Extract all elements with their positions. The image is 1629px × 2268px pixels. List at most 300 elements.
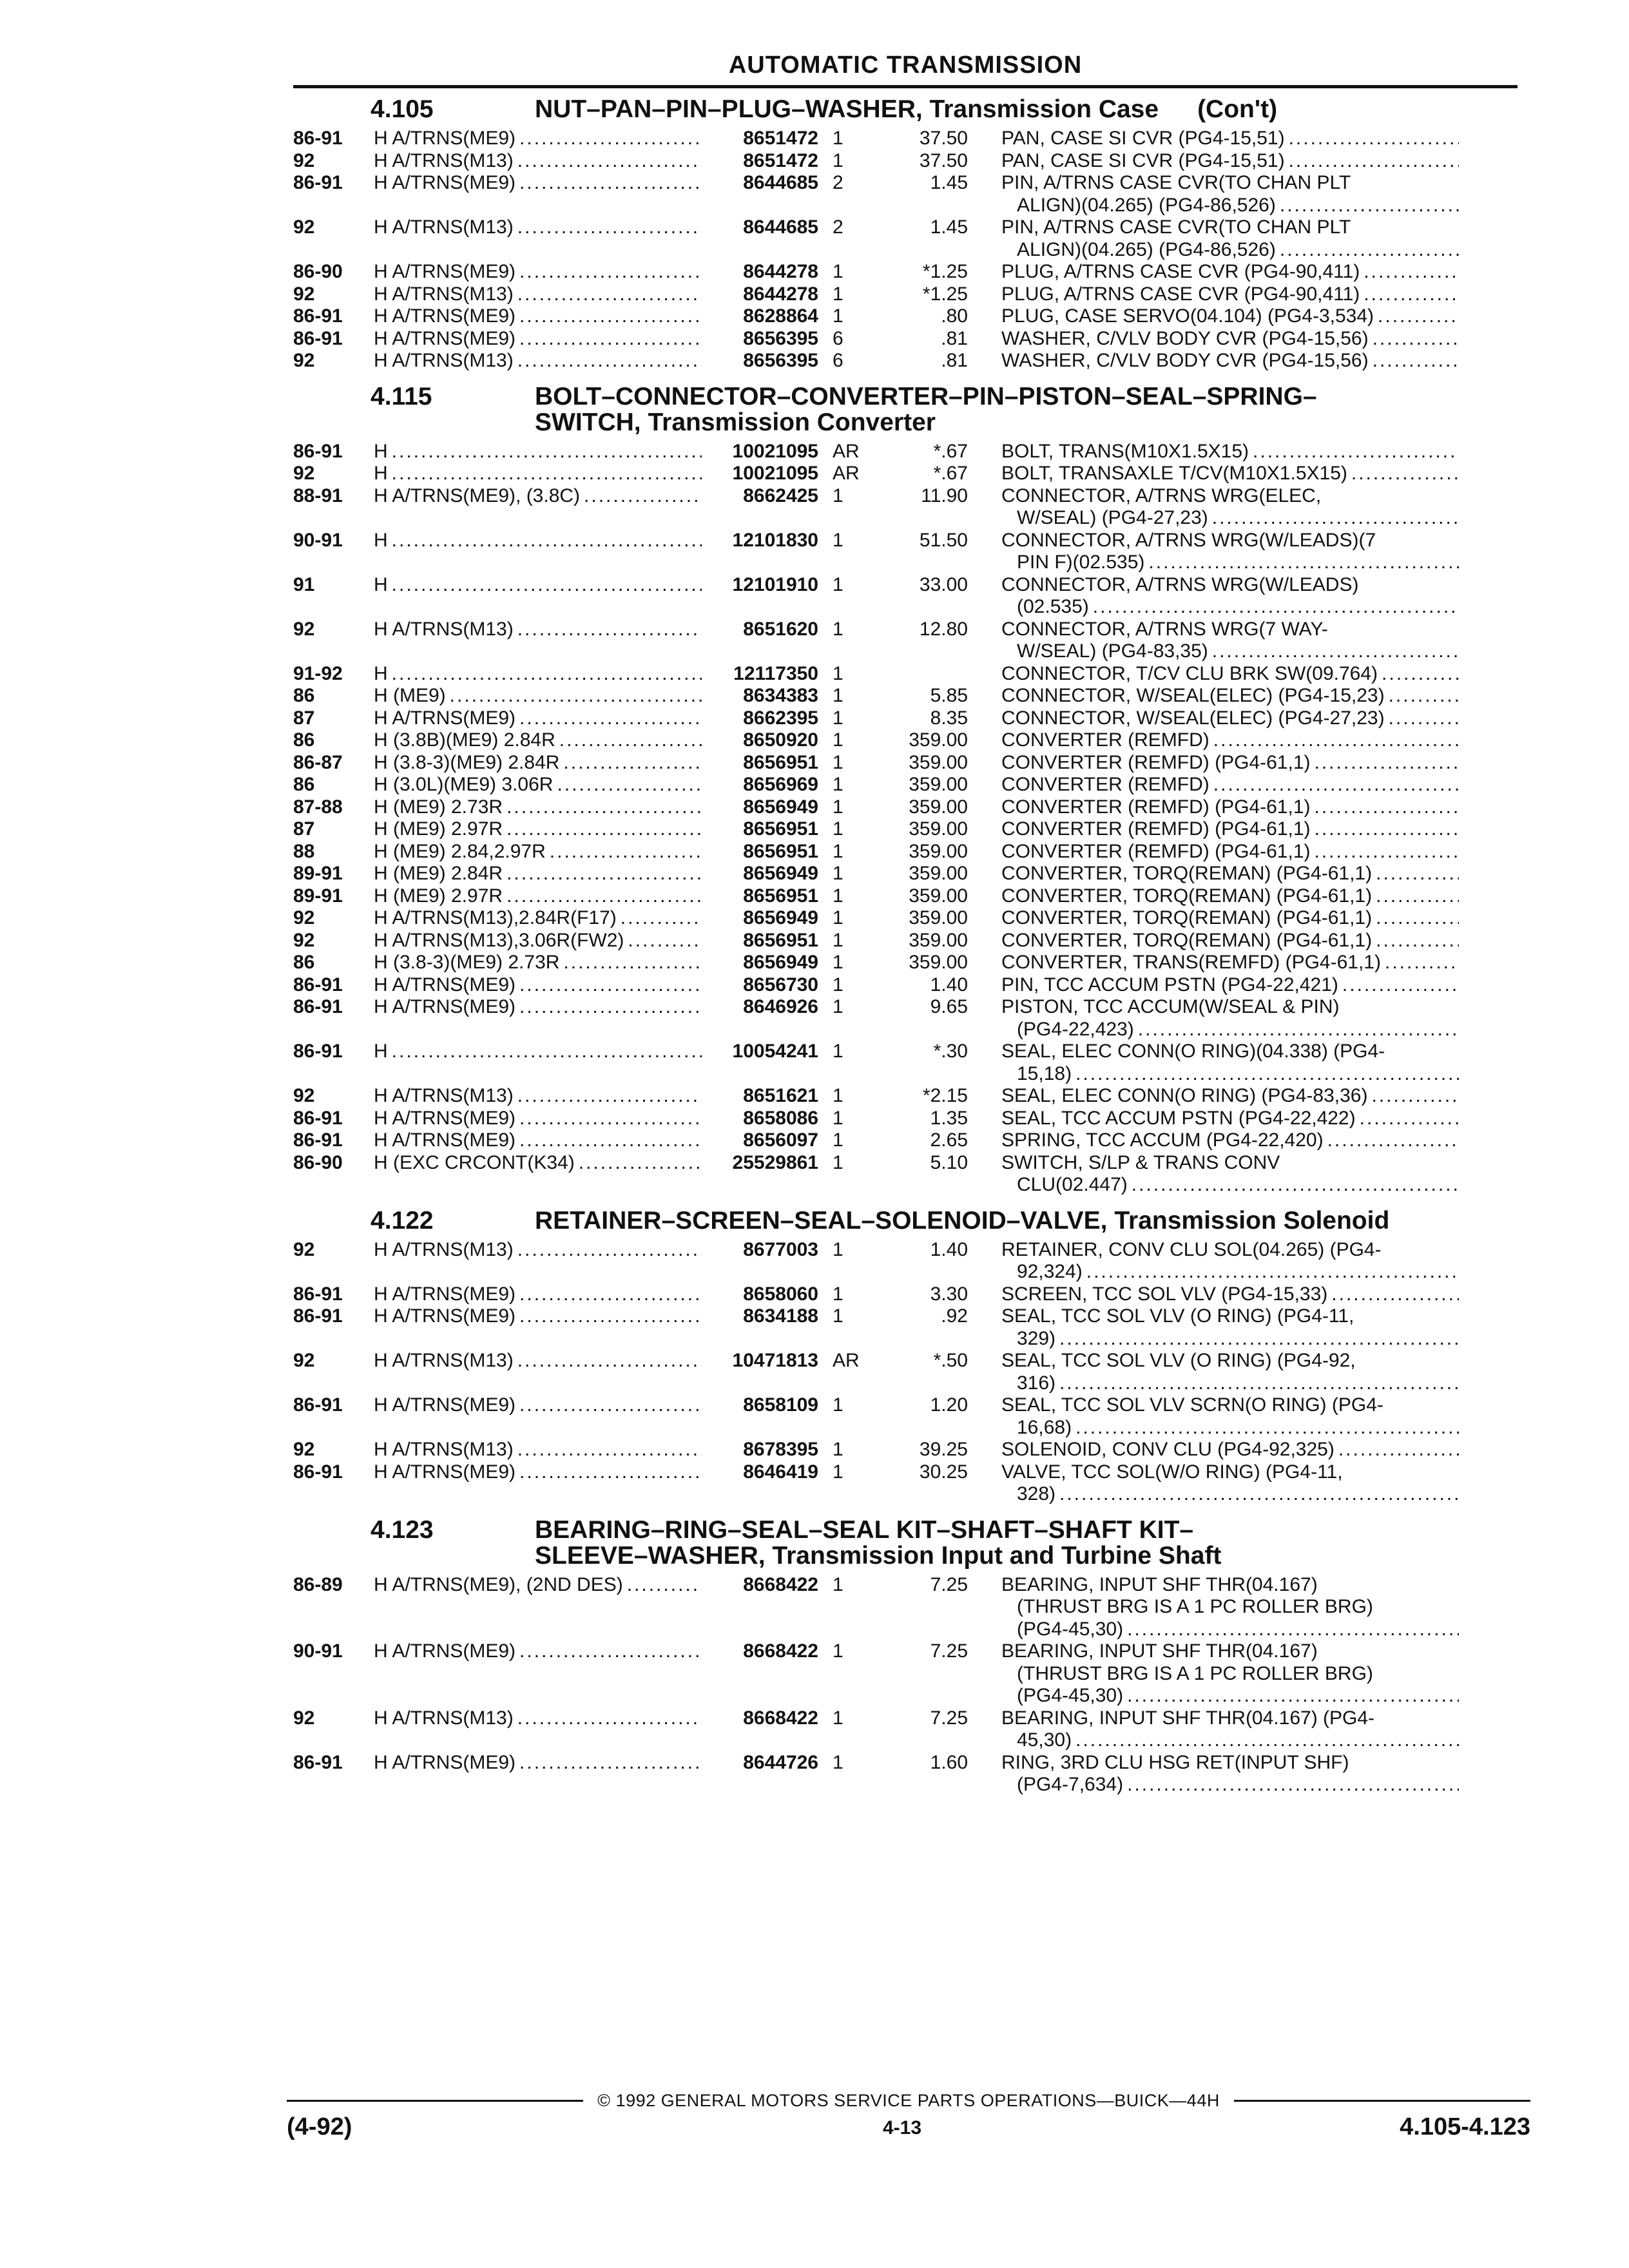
application-text: H A/TRNS(ME9)	[374, 1640, 516, 1662]
page-header-title: AUTOMATIC TRANSMISSION	[728, 52, 1083, 79]
part-number: 8644278	[743, 283, 818, 305]
section-title	[535, 97, 1530, 122]
parts-row	[293, 707, 1530, 730]
quantity: 1	[833, 261, 843, 282]
parts-row	[293, 530, 1530, 574]
application	[374, 863, 706, 885]
description-text: SEAL, ELEC CONN(O RING) (PG4-83,36)	[1001, 1085, 1368, 1106]
description	[1001, 1108, 1459, 1130]
description	[1001, 1305, 1459, 1350]
description	[1001, 328, 1459, 351]
parts-row	[293, 305, 1530, 328]
part-number: 8628864	[743, 305, 818, 327]
model-year: 86-91	[293, 996, 343, 1017]
application	[374, 485, 706, 530]
application	[374, 1283, 706, 1306]
parts-row	[293, 729, 1530, 752]
description	[1001, 1394, 1459, 1439]
price: *1.25	[922, 261, 968, 282]
description-text: SEAL, TCC SOL VLV (O RING) (PG4-11,	[1001, 1305, 1354, 1327]
price: 1.45	[930, 216, 968, 238]
description-line	[1001, 1707, 1459, 1730]
description-text: CONVERTER, TORQ(REMAN) (PG4-61,1)	[1001, 907, 1373, 928]
model-year: 92	[293, 1085, 315, 1106]
application-text: H (3.8B)(ME9) 2.84R	[374, 729, 555, 751]
price: *.30	[933, 1041, 968, 1062]
description-text: CONVERTER, TRANS(REMFD) (PG4-61,1)	[1001, 952, 1381, 973]
description	[1001, 1640, 1459, 1707]
description-text: PLUG, A/TRNS CASE CVR (PG4-90,411)	[1001, 261, 1360, 282]
description-line	[1001, 128, 1459, 150]
description-text: BOLT, TRANS(M10X1.5X15)	[1001, 440, 1249, 462]
description-text: PISTON, TCC ACCUM(W/SEAL & PIN)	[1001, 996, 1340, 1017]
section-title-text: NUT–PAN–PIN–PLUG–WASHER, Transmission Case	[535, 95, 1159, 123]
leader-dots	[392, 463, 702, 485]
description-text: BEARING, INPUT SHF THR(04.167) (PG4-	[1001, 1707, 1375, 1729]
parts-row	[293, 463, 1530, 485]
price: 9.65	[930, 996, 968, 1017]
part-number: 8656097	[743, 1129, 818, 1151]
model-year: 86-91	[293, 1283, 343, 1305]
price: 39.25	[919, 1439, 968, 1460]
description-text: BEARING, INPUT SHF THR(04.167)	[1001, 1640, 1318, 1662]
part-number: 8656951	[743, 751, 818, 773]
application	[374, 350, 706, 372]
quantity: 1	[833, 1151, 843, 1173]
application-text: H	[374, 529, 388, 551]
description-line	[1001, 1041, 1459, 1063]
application-text: H A/TRNS(ME9)	[374, 974, 516, 995]
leader-dots	[519, 261, 702, 284]
description-text: (THRUST BRG IS A 1 PC ROLLER BRG)	[1017, 1662, 1373, 1684]
model-year: 92	[293, 1238, 315, 1260]
part-number: 10054241	[732, 1041, 818, 1062]
leader-dots	[1127, 1619, 1459, 1641]
parts-row	[293, 261, 1530, 284]
price: 51.50	[919, 529, 968, 551]
leader-dots	[506, 863, 702, 885]
leader-dots	[1342, 974, 1459, 997]
application	[374, 663, 706, 686]
application	[374, 996, 706, 1041]
model-year: 86	[293, 774, 315, 795]
quantity: 1	[833, 974, 843, 995]
leader-dots	[1378, 305, 1459, 328]
application	[374, 1439, 706, 1461]
leader-dots	[519, 305, 702, 328]
part-number: 8668422	[743, 1707, 818, 1729]
application	[374, 707, 706, 730]
application	[374, 952, 706, 974]
application	[374, 1574, 706, 1641]
part-number: 8644726	[743, 1751, 818, 1773]
price: 5.85	[930, 685, 968, 706]
leader-dots	[628, 930, 702, 952]
model-year: 86-91	[293, 1394, 343, 1416]
header-rule	[293, 85, 1518, 88]
application	[374, 150, 706, 173]
description	[1001, 463, 1459, 485]
model-year: 92	[293, 350, 315, 371]
price: 37.50	[919, 149, 968, 171]
price: *2.15	[922, 1085, 968, 1106]
application-text: H (3.0L)(ME9) 3.06R	[374, 774, 554, 795]
leader-dots	[517, 1707, 702, 1752]
description-line	[1001, 507, 1459, 530]
parts-row	[293, 328, 1530, 351]
leader-dots	[1212, 640, 1459, 663]
description-line	[1001, 1663, 1459, 1686]
model-year: 86-90	[293, 1151, 343, 1173]
application	[374, 328, 706, 351]
model-year: 89-91	[293, 885, 343, 907]
section-number: 4.122	[371, 1206, 434, 1235]
description-text: CONVERTER (REMFD)	[1001, 774, 1210, 795]
part-number: 8658086	[743, 1107, 818, 1129]
application	[374, 818, 706, 841]
description	[1001, 216, 1459, 261]
application	[374, 1108, 706, 1130]
description-text: (THRUST BRG IS A 1 PC ROLLER BRG)	[1017, 1596, 1373, 1617]
leader-dots	[1376, 930, 1459, 952]
section-title	[535, 384, 1530, 436]
quantity: 1	[833, 529, 843, 551]
price: 7.25	[930, 1707, 968, 1729]
model-year: 86-90	[293, 261, 343, 282]
quantity: 1	[833, 1283, 843, 1305]
parts-row	[293, 128, 1530, 150]
description-line	[1001, 463, 1459, 485]
application-text: H	[374, 662, 388, 684]
description	[1001, 172, 1459, 216]
parts-row	[293, 441, 1530, 463]
description	[1001, 752, 1459, 774]
description-line	[1001, 818, 1459, 841]
description	[1001, 974, 1459, 997]
leader-dots	[1213, 774, 1459, 796]
model-year: 86-91	[293, 128, 343, 149]
description	[1001, 707, 1459, 730]
application-text: H (ME9) 2.97R	[374, 818, 503, 840]
quantity: 1	[833, 863, 843, 884]
model-year: 92	[293, 1439, 315, 1460]
description-line	[1001, 619, 1459, 641]
part-number: 8658060	[743, 1283, 818, 1305]
description-line	[1001, 350, 1459, 372]
description-line	[1001, 707, 1459, 730]
model-year: 92	[293, 618, 315, 640]
section-title-text: SLEEVE–WASHER, Transmission Input and Turbine Shaft	[535, 1541, 1222, 1570]
description-line	[1001, 195, 1459, 217]
description-line	[1001, 1129, 1459, 1152]
quantity: 1	[833, 729, 843, 751]
model-year: 86-91	[293, 1107, 343, 1129]
section-heading	[293, 97, 1530, 122]
application	[374, 1129, 706, 1152]
parts-row	[293, 1108, 1530, 1130]
description-text: PIN F)(02.535)	[1017, 552, 1145, 573]
description	[1001, 1439, 1459, 1461]
application-text: H A/TRNS(ME9)	[374, 707, 516, 729]
description-line	[1001, 284, 1459, 306]
leader-dots	[557, 774, 702, 796]
description-line	[1001, 1174, 1459, 1196]
application-text: H (3.8-3)(ME9) 2.84R	[374, 751, 560, 773]
part-number: 8650920	[743, 729, 818, 751]
description-text: CONVERTER (REMFD) (PG4-61,1)	[1001, 840, 1311, 862]
description-text: 15,18)	[1017, 1062, 1072, 1084]
part-number: 8644278	[743, 261, 818, 282]
quantity: 1	[833, 1238, 843, 1260]
description-line	[1001, 328, 1459, 351]
price: 1.40	[930, 974, 968, 995]
leader-dots	[1327, 1129, 1459, 1152]
part-number: 8651620	[743, 618, 818, 640]
application-text: H A/TRNS(M13)	[374, 1439, 514, 1460]
description-line	[1001, 1350, 1459, 1372]
quantity: 1	[833, 1707, 843, 1729]
application-text: H (ME9) 2.73R	[374, 796, 503, 818]
part-number: 8656395	[743, 327, 818, 349]
description-text: SEAL, TCC SOL VLV (O RING) (PG4-92,	[1001, 1350, 1356, 1371]
leader-dots	[517, 1239, 702, 1283]
application-text: H A/TRNS(M13)	[374, 149, 514, 171]
quantity: 1	[833, 751, 843, 773]
section-number: 4.123	[371, 1515, 434, 1544]
description	[1001, 907, 1459, 930]
quantity: 1	[833, 485, 843, 506]
parts-row	[293, 1574, 1530, 1641]
quantity: 1	[833, 618, 843, 640]
description-line	[1001, 1085, 1459, 1108]
description	[1001, 1129, 1459, 1152]
application-text: H A/TRNS(ME9)	[374, 172, 516, 193]
application-text: H A/TRNS(M13),3.06R(FW2)	[374, 929, 624, 951]
description-line	[1001, 1372, 1459, 1395]
application	[374, 530, 706, 574]
price: 3.30	[930, 1283, 968, 1305]
description-line	[1001, 1483, 1459, 1506]
description-line	[1001, 150, 1459, 173]
leader-dots	[1289, 150, 1459, 173]
parts-row	[293, 796, 1530, 819]
leader-dots	[517, 216, 702, 261]
quantity: 1	[833, 796, 843, 818]
description-text: 92,324)	[1017, 1261, 1083, 1282]
leader-dots	[1315, 841, 1459, 863]
parts-row	[293, 818, 1530, 841]
quantity: 6	[833, 327, 843, 349]
model-year: 92	[293, 216, 315, 238]
section-title-text: RETAINER–SCREEN–SEAL–SOLENOID–VALVE, Transmission Solenoid	[535, 1206, 1390, 1235]
description	[1001, 1283, 1459, 1306]
application-text: H A/TRNS(M13)	[374, 216, 514, 238]
model-year: 87	[293, 707, 315, 729]
application-text: H (ME9) 2.84,2.97R	[374, 840, 546, 862]
description-line	[1001, 996, 1459, 1019]
leader-dots	[584, 485, 702, 530]
leader-dots	[1385, 952, 1459, 974]
parts-row	[293, 150, 1530, 173]
leader-dots	[519, 1108, 702, 1130]
parts-row	[293, 841, 1530, 863]
part-number: 8656949	[743, 907, 818, 928]
leader-dots	[1338, 1439, 1459, 1461]
leader-dots	[392, 663, 702, 686]
description-text: CLU(02.447)	[1017, 1174, 1128, 1195]
quantity: 1	[833, 1305, 843, 1327]
description	[1001, 685, 1459, 707]
quantity: 1	[833, 907, 843, 928]
application	[374, 1640, 706, 1707]
leader-dots	[1253, 441, 1459, 463]
part-number: 8651472	[743, 128, 818, 149]
application	[374, 1461, 706, 1506]
model-year: 86-91	[293, 1129, 343, 1151]
application-text: H A/TRNS(ME9)	[374, 128, 516, 149]
model-year: 92	[293, 463, 315, 484]
footer-copyright: © 1992 GENERAL MOTORS SERVICE PARTS OPERATIONS—BUICK—44H	[597, 2091, 1220, 2110]
parts-row	[293, 1350, 1530, 1394]
description-line	[1001, 1619, 1459, 1641]
application-text: H A/TRNS(ME9)	[374, 1461, 516, 1483]
part-number: 8646419	[743, 1461, 818, 1483]
section-title-text: SWITCH, Transmission Converter	[535, 408, 936, 436]
description-line	[1001, 1596, 1459, 1619]
catalog-section	[293, 1208, 1530, 1506]
part-number: 25529861	[732, 1151, 818, 1173]
description	[1001, 1041, 1459, 1085]
price: 359.00	[909, 863, 968, 884]
description-text: (PG4-45,30)	[1017, 1618, 1124, 1640]
application-text: H A/TRNS(ME9)	[374, 261, 516, 282]
price: *.50	[933, 1350, 968, 1371]
catalog-section	[293, 384, 1530, 1196]
quantity: 1	[833, 774, 843, 795]
catalog-section	[293, 97, 1530, 372]
application	[374, 1085, 706, 1108]
parts-row	[293, 1461, 1530, 1506]
section-title	[535, 1517, 1530, 1569]
description-text: (PG4-45,30)	[1017, 1685, 1124, 1706]
leader-dots	[1376, 863, 1459, 885]
leader-dots	[1213, 729, 1459, 752]
application	[374, 128, 706, 150]
description	[1001, 996, 1459, 1041]
model-year: 86-91	[293, 440, 343, 462]
leader-dots	[519, 1283, 702, 1306]
leader-dots	[1059, 1372, 1459, 1395]
application-text: H (3.8-3)(ME9) 2.73R	[374, 952, 560, 973]
description-text: 328)	[1017, 1483, 1056, 1504]
quantity: 1	[833, 1461, 843, 1483]
description-text: RING, 3RD CLU HSG RET(INPUT SHF)	[1001, 1751, 1349, 1773]
description-line	[1001, 1729, 1459, 1752]
leader-dots	[519, 328, 702, 351]
application-text: H A/TRNS(M13)	[374, 1238, 514, 1260]
application	[374, 885, 706, 908]
section-title-text: BEARING–RING–SEAL–SEAL KIT–SHAFT–SHAFT KIT–	[535, 1515, 1194, 1544]
leader-dots	[392, 441, 702, 463]
description-line	[1001, 1019, 1459, 1041]
application	[374, 463, 706, 485]
application	[374, 1305, 706, 1350]
price: 8.35	[930, 707, 968, 729]
description-text: PIN, A/TRNS CASE CVR(TO CHAN PLT	[1001, 216, 1351, 238]
description-text: PIN, TCC ACCUM PSTN (PG4-22,421)	[1001, 974, 1338, 995]
quantity: 1	[833, 128, 843, 149]
description-line	[1001, 1685, 1459, 1707]
application-text: H A/TRNS(M13)	[374, 1707, 514, 1729]
application-text: H A/TRNS(M13)	[374, 1085, 514, 1106]
application	[374, 1239, 706, 1283]
footer-bottom	[287, 2113, 1530, 2139]
leader-dots	[392, 574, 702, 619]
application-text: H	[374, 463, 388, 484]
description-line	[1001, 729, 1459, 752]
price: 359.00	[909, 929, 968, 951]
part-number: 8656951	[743, 885, 818, 907]
part-number: 8668422	[743, 1573, 818, 1595]
price: 1.45	[930, 172, 968, 193]
part-number: 8656395	[743, 350, 818, 371]
section-number: 4.115	[371, 382, 432, 410]
application-text: H (ME9)	[374, 685, 446, 706]
description-line	[1001, 774, 1459, 796]
description	[1001, 1574, 1459, 1641]
description-line	[1001, 952, 1459, 974]
parts-row	[293, 574, 1530, 619]
quantity: 1	[833, 685, 843, 706]
application	[374, 1707, 706, 1752]
quantity: 1	[833, 996, 843, 1017]
quantity: 1	[833, 305, 843, 327]
leader-dots	[519, 128, 702, 150]
description-text: CONVERTER, TORQ(REMAN) (PG4-61,1)	[1001, 929, 1373, 951]
description-line	[1001, 1239, 1459, 1262]
description	[1001, 796, 1459, 819]
leader-dots	[1127, 1774, 1459, 1796]
description-text: (PG4-7,634)	[1017, 1774, 1124, 1795]
description	[1001, 305, 1459, 328]
parts-row	[293, 1085, 1530, 1108]
description	[1001, 150, 1459, 173]
leader-dots	[1371, 1085, 1459, 1108]
application-text: H A/TRNS(ME9)	[374, 1394, 516, 1416]
model-year: 92	[293, 149, 315, 171]
description-text: SOLENOID, CONV CLU (PG4-92,325)	[1001, 1439, 1335, 1460]
part-number: 12117350	[733, 662, 818, 684]
description-text: CONNECTOR, A/TRNS WRG(W/LEADS)	[1001, 573, 1359, 595]
leader-dots	[519, 1305, 702, 1350]
section-title	[535, 1208, 1530, 1234]
model-year: 91-92	[293, 662, 343, 684]
part-number: 8644685	[743, 216, 818, 238]
leader-dots	[1148, 552, 1459, 574]
description-line	[1001, 552, 1459, 574]
description	[1001, 885, 1459, 908]
description-text: PAN, CASE SI CVR (PG4-15,51)	[1001, 128, 1285, 149]
part-number: 8651621	[743, 1085, 818, 1106]
description-text: SEAL, TCC SOL VLV SCRN(O RING) (PG4-	[1001, 1394, 1383, 1416]
description-text: PLUG, CASE SERVO(04.104) (PG4-3,534)	[1001, 305, 1374, 327]
application-text: H A/TRNS(ME9)	[374, 1305, 516, 1327]
part-number: 10021095	[732, 463, 818, 484]
leader-dots	[579, 1152, 702, 1196]
application	[374, 261, 706, 284]
application-text: H A/TRNS(M13)	[374, 350, 514, 371]
application	[374, 841, 706, 863]
